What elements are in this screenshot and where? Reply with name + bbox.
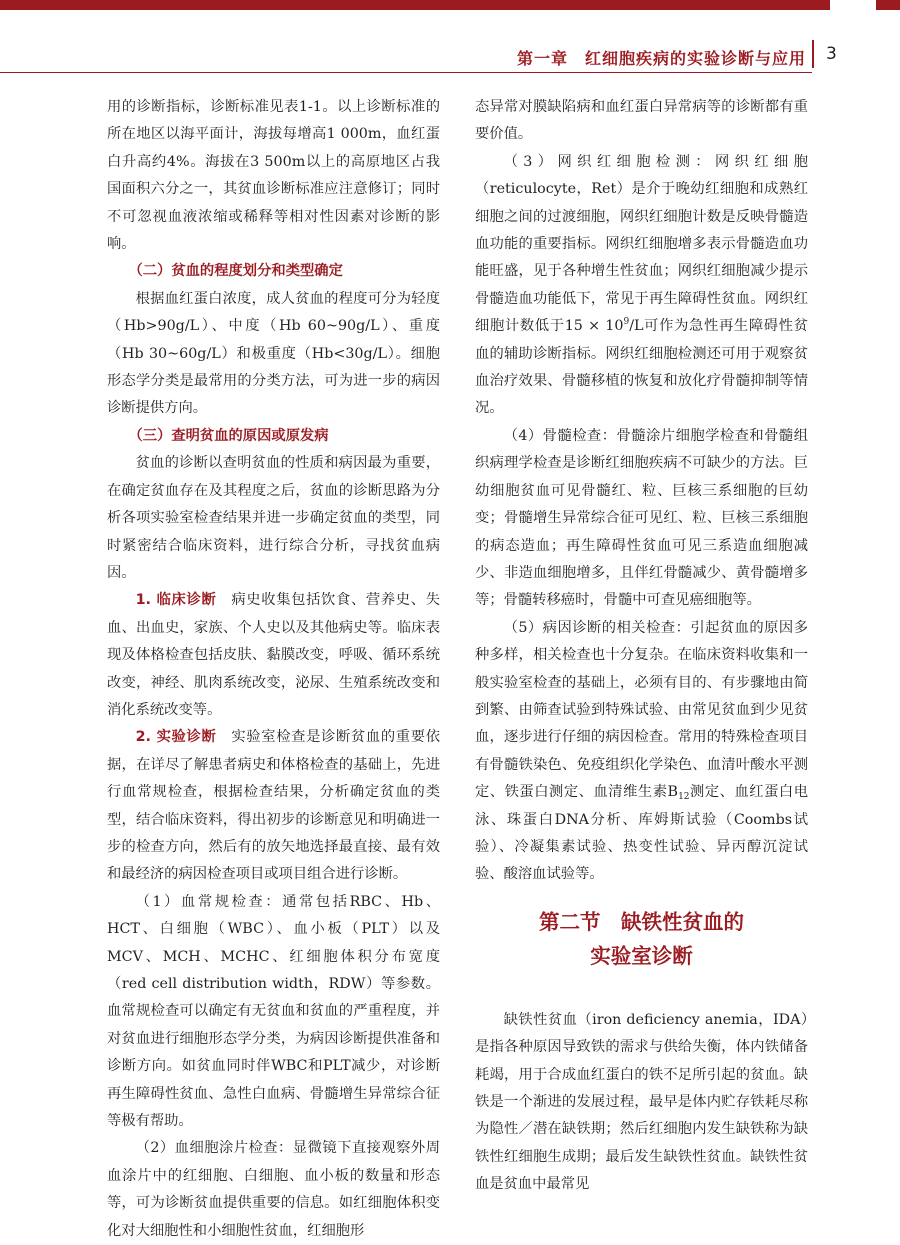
page-number: 3 <box>826 44 837 64</box>
paragraph <box>107 724 440 888</box>
section-title <box>475 905 808 973</box>
paragraph: （2）血细胞涂片检查：显微镜下直接观察外周血涂片中的红细胞、白细胞、血小板的数量和形态等，可为诊断贫血提供重要的信息。如红细胞体积变化对大细胞性和小细胞性贫血，红细胞形 <box>107 1140 440 1239</box>
inline-heading: 2. 实验诊断 <box>135 729 217 746</box>
paragraph <box>107 587 440 724</box>
subsection-heading: （三）查明贫血的原因或原发病 <box>128 427 329 444</box>
inline-heading: 1. 临床诊断 <box>135 592 217 609</box>
paragraph: 根据血红蛋白浓度，成人贫血的程度可分为轻度（Hb>90g/L）、中度（Hb 60~90g/L）、重度（Hb 30~60g/L）和极重度（Hb<30g/L）。细胞形态学分类是最常用的分类方法，可为进一步的病因诊断提供方向。 <box>107 290 440 417</box>
running-header: 第一章 红细胞疾病的实验诊断与应用 <box>516 49 806 68</box>
subscript: 12 <box>678 792 690 803</box>
paragraph <box>475 615 808 889</box>
paragraph-text: （5）病因诊断的相关检查：引起贫血的原因多种多样，相关检查也十分复杂。在临床资料收集和一般实验室检查的基础上，必须有目的、有步骤地由简到繁、由筛查试验到特殊试验、由常见贫血到少见贫血，逐步进行仔细的病因检查。常用的特殊检查项目有骨髓铁染色、免疫组织化学染色、血清叶酸水平测定、铁蛋白测定、血清维生素B <box>475 619 808 801</box>
header-decor-bar-left <box>0 0 830 10</box>
paragraph: （4）骨髓检查：骨髓涂片细胞学检查和骨髓组织病理学检查是诊断红细胞疾病不可缺少的方法。巨幼细胞贫血可见骨髓红、粒、巨核三系细胞的巨幼变；骨髓增生异常综合征可见红、粒、巨核三系细胞的病态造血；再生障碍性贫血可见三系造血细胞减少、非造血细胞增多，且伴红骨髓减少、黄骨髓增多等；骨髓转移癌时，骨髓中可查见癌细胞等。 <box>475 427 808 609</box>
paragraph-text: /L可作为急性再生障碍性贫血的辅助诊断指标。网织红细胞检测还可用于观察贫血治疗效果、骨髓移植的恢复和放化疗骨髓抑制等情况。 <box>475 318 809 417</box>
section-title-line: 第二节 缺铁性贫血的 <box>539 909 744 934</box>
paragraph: 用的诊断指标，诊断标准见表1-1。以上诊断标准的所在地区以海平面计，海拔每增高1 000m，血红蛋白升高约4%。海拔在3 500m以上的高原地区占我国面积六分之一，其贫血诊断标准应注意修订；同时不可忽视血液浓缩或稀释等相对性因素对诊断的影响。 <box>107 99 440 253</box>
paragraph: （1）血常规检查：通常包括RBC、Hb、HCT、白细胞（WBC）、血小板（PLT）以及MCV、MCH、MCHC、红细胞体积分布宽度（red cell distribution width，RDW）等参数。血常规检查可以确定有无贫血和贫血的严重程度，并对贫血进行细胞形态学分类，为病因诊断提供准备和诊断方向。如贫血同时伴WBC和PLT减少，对诊断再生障碍性贫血、急性白血病、骨髓增生异常综合征等极有帮助。 <box>107 893 440 1130</box>
header-separator <box>812 40 814 68</box>
header-decor-bar-right <box>876 0 900 10</box>
paragraph-text: 病史收集包括饮食、营养史、失血、出血史，家族、个人史以及其他病史等。临床表现及体格检查包括皮肤、黏膜改变，呼吸、循环系统改变，神经、肌肉系统改变，泌尿、生殖系统改变和消化系统改变等。 <box>107 592 440 718</box>
right-column <box>475 94 808 1199</box>
superscript: 9 <box>623 317 630 328</box>
paragraph-text: 测定、血红蛋白电泳、珠蛋白DNA分析、库姆斯试验（Coombs试验）、冷凝集素试验、热变性试验、异丙醇沉淀试验、酸溶血试验等。 <box>475 784 809 883</box>
paragraph: 缺铁性贫血（iron deficiency anemia，IDA）是指各种原因导致铁的需求与供给失衡，体内铁储备耗竭，用于合成血红蛋白的铁不足所引起的贫血。缺铁是一个渐进的发展过程，最早是体内贮存铁耗尽称为隐性／潜在缺铁期；然后红细胞内发生缺铁称为缺铁性红细胞生成期；最后发生缺铁性贫血。缺铁性贫血是贫血中最常见 <box>475 1011 808 1193</box>
paragraph: 贫血的诊断以查明贫血的性质和病因最为重要，在确定贫血存在及其程度之后，贫血的诊断思路为分析各项实验室检查结果并进一步确定贫血的类型，同时紧密结合临床资料，进行综合分析，寻找贫血病因。 <box>107 455 440 581</box>
section-title-line: 实验室诊断 <box>590 943 693 968</box>
header-rule <box>0 72 812 73</box>
paragraph-text: 实验室检查是诊断贫血的重要依据，在详尽了解患者病史和体格检查的基础上，先进行血常规检查，根据检查结果，分析确定贫血的类型，结合临床资料，得出初步的诊断意见和明确进一步的检查方向，然后有的放矢地选择最直接、最有效和最经济的病因检查项目或项目组合进行诊断。 <box>107 729 440 883</box>
left-column <box>107 94 440 1245</box>
subsection-heading: （二）贫血的程度划分和类型确定 <box>128 263 343 280</box>
paragraph-text: （3）网织红细胞检测：网织红细胞（reticulocyte，Ret）是介于晚幼红细胞和成熟红细胞之间的过渡细胞，网织红细胞计数是反映骨髓造血功能的重要指标。网织红细胞增多表示骨髓造血功能旺盛，见于各种增生性贫血；网织红细胞减少提示骨髓造血功能低下，常见于再生障碍性贫血。网织红细胞计数低于15 × 10 <box>475 153 808 335</box>
paragraph <box>475 149 808 423</box>
paragraph: 态异常对膜缺陷病和血红蛋白异常病等的诊断都有重要价值。 <box>475 99 808 143</box>
